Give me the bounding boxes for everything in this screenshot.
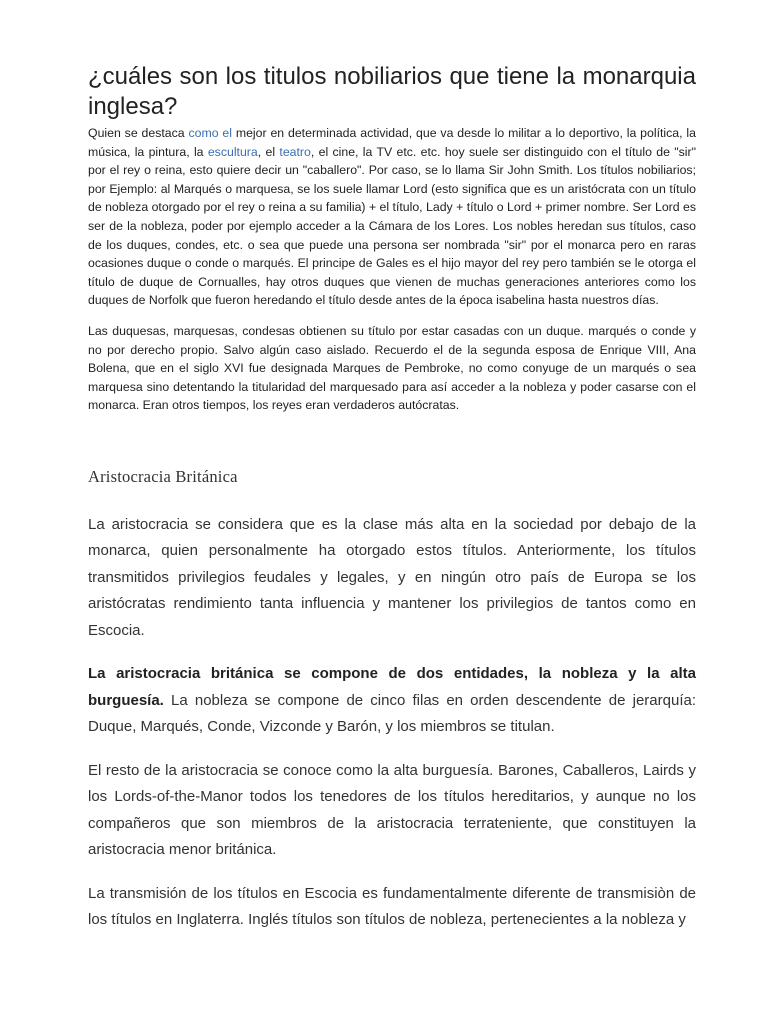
section-heading: Aristocracia Británica — [88, 466, 238, 486]
intro-paragraph-2: Las duquesas, marquesas, condesas obtienen su título por estar casadas con un duque. marqués o conde y no por derecho propio. Salvo algún caso aislado. Recuerdo el de la segunda esposa de Enrique VIII, Ana Bolena, que en el siglo XVI fue designada Marques de Pembroke, no como conyuge de un marqués o sea marquesa sino detentando la titularidad del marquesado para así acceder a la nobleza y poder casarse con el monarca. Eran otros tiempos, los reyes eran verdaderos autócratas. — [88, 323, 696, 413]
link-teatro[interactable]: teatro — [279, 144, 311, 159]
intro-text-d: , el cine, la TV etc. etc. hoy suele ser distinguido con el título de "sir" por el rey o reina, esto quiere decir un "caballero". Por caso, se lo llama Sir John Smith. Los títulos nobiliarios; por Ejemplo: al Marqués o marquesa, se los suele llamar Lord (esto significa que es un aristócrata con un título de nobleza otorgado por el rey o reina a su familia) + el título, Lady + título o Lord + primer nombre. Ser Lord es ser de la nobleza, poder por ejemplo acceder a la Cámara de los Lores. Los nobles heredan sus títulos, caso de los duques, condes, etc. o sea que puede una persona ser nombrada "sir" por el monarca pero en raras ocasiones duque o conde o marqués. El principe de Gales es el hijo mayor del rey pero también se le otorga el título de duque de Cornualles, hay otros duques que vienen de muchas generaciones anteriores como los duques de Norfolk que fueron heredando el título desde antes de la época isabelina hasta nuestros días. — [88, 144, 697, 308]
section-paragraph-3: El resto de la aristocracia se conoce como la alta burguesía. Barones, Caballeros, Lairds y los Lords-of-the-Manor todos los tenedores de los títulos hereditarios, y aunque no los compañeros que son miembros de la aristocracia terrateniente, que constituyen la aristocracia menor británica. — [88, 761, 696, 859]
link-como-el[interactable]: como el — [188, 126, 232, 140]
section-paragraph-1: La aristocracia se considera que es la clase más alta en la sociedad por debajo de la monarca, quien personalmente ha otorgado estos títulos. Anteriormente, los títulos transmitidos privilegios feudales y legales, y en ningún otro país de Europa se los aristócratas rendimiento tanta influencia y mantener los privilegios de tantos como en Escocia. — [88, 515, 696, 639]
intro-text-c: , el — [257, 144, 280, 159]
section-paragraph-2-rest: La nobleza se compone de cinco filas en orden descendente de jerarquía: Duque, Marqués, Conde, Vizconde y Barón, y los miembros se titulan. — [88, 691, 696, 736]
section-paragraph-2-bold: La aristocracia británica se compone de dos entidades, la nobleza y la alta burguesía. — [88, 665, 696, 709]
intro-paragraph-1 — [88, 124, 696, 310]
section-paragraph-4: La transmisión de los títulos en Escocia es fundamentalmente diferente de transmisiòn de los títulos en Inglaterra. Inglés títulos son títulos de nobleza, pertenecientes a la nobleza y — [88, 884, 696, 929]
intro-text-b: mejor en determinada actividad, que va desde lo militar a lo deportivo, la política, la música, la pintura, la — [88, 126, 696, 159]
article — [88, 0, 696, 934]
link-escultura[interactable]: escultura — [207, 144, 258, 159]
intro-text-a: Quien se destaca — [88, 126, 189, 140]
section-paragraph-2 — [88, 661, 696, 741]
page-title: ¿cuáles son los titulos nobiliarios que tiene la monarquia inglesa? — [88, 63, 696, 120]
